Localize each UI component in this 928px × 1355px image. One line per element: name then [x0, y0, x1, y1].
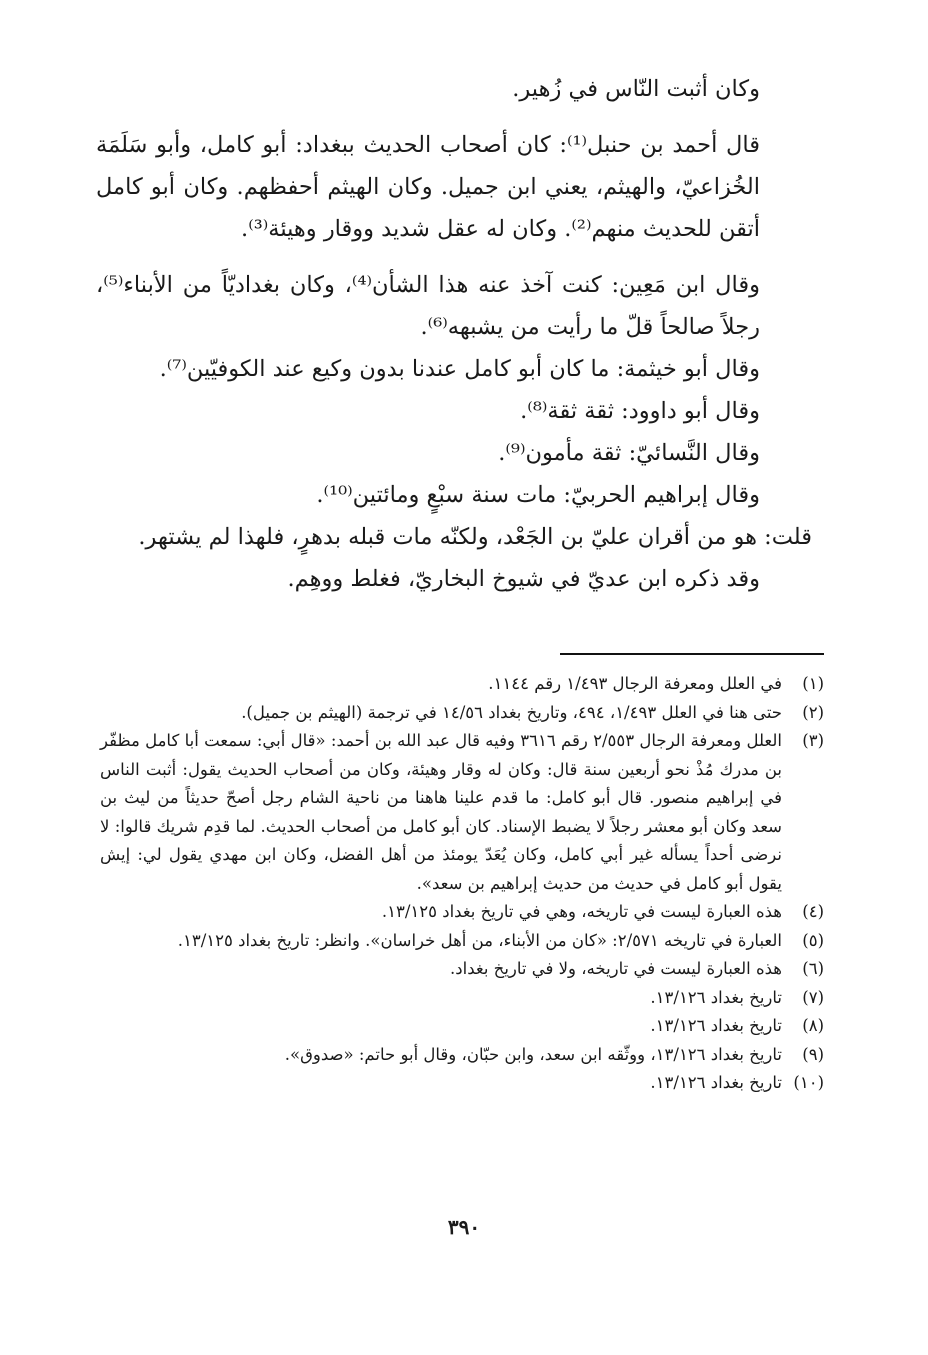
paragraph: وقال إبراهيم الحربيّ: مات سنة سبْعٍ ومائتين⁽¹⁰⁾. — [316, 482, 760, 508]
footnote-text: العلل ومعرفة الرجال ٢/٥٥٣ رقم ٣٦١٦ وفيه قال عبد الله بن أحمد: «قال أبي: سمعت أبا كامل مظفّر بن مدرك مُذْ نحو أربعين سنة قال: وكان له وقار وهيئة، وكان من أصحاب الحديث يقول: أثبت الناس في إبراهيم منصور. قال أبو كامل: ما قدم علينا هاهنا من ناحية الشام رجل أصحّ حديثاً من ليث بن سعد وكان أبو معشر رجلاً لا يضبط الإسناد. كان أبو كامل من أصحاب الحديث. لما قدِم شريك قالوا: لا نرضى أحداً يسأله غير أبي كامل، وكان يُعَدّ يومئذ من أهل الفضل، وكان ابن مهدي يقول لي: إيش يقول أبو كامل في حديث من حديث إبراهيم بن سعد». — [100, 731, 782, 893]
footnote-text: في العلل ومعرفة الرجال ١/٤٩٣ رقم ١١٤٤. — [488, 674, 782, 693]
paragraph: وقال أبو داوود: ثقة ثقة⁽⁸⁾. — [520, 398, 760, 424]
footnote-text: هذه العبارة ليست في تاريخه، ولا في تاريخ بغداد. — [450, 959, 782, 978]
footnote-text: هذه العبارة ليست في تاريخه، وهي في تاريخ بغداد ١٣/١٢٥. — [381, 902, 782, 921]
footnote-text: العبارة في تاريخه ٢/٥٧١: «كان من الأبناء، من أهل خراسان». وانظر: تاريخ بغداد ١٣/١٢٥. — [177, 930, 782, 950]
footnote — [100, 927, 824, 956]
footnote-text: تاريخ بغداد ١٣/١٢٦، ووثّقه ابن سعد، وابن حبّان، وقال أبو حاتم: «صدوق». — [284, 1044, 782, 1064]
paragraph: وقال النَّسائيّ: ثقة مأمون⁽⁹⁾. — [498, 440, 760, 466]
paragraph: قال أحمد بن حنبل⁽¹⁾: كان أصحاب الحديث ببغداد: أبو كامل، وأبو سَلَمَة الخُزاعيّ، والهيثم، يعني ابن جميل. وكان الهيثم أحفظهم. وكان أبو كامل أتقن للحديث منهم⁽²⁾. وكان له عقل شديد ووقار وهيئة⁽³⁾. — [96, 132, 760, 242]
footnote-text: تاريخ بغداد ١٣/١٢٦. — [650, 987, 782, 1007]
footnote-number: (٥) — [802, 930, 824, 950]
footnote — [100, 1012, 824, 1041]
footnote — [100, 727, 824, 898]
paragraph: وقد ذكره ابن عديّ في شيوخ البخاريّ، فغلط ووهِم. — [287, 566, 760, 592]
paragraph: وقال أبو خيثمة: ما كان أبو كامل عندنا بدون وكيع عند الكوفيّين⁽⁷⁾. — [159, 356, 760, 382]
footnote — [100, 984, 824, 1013]
footnote — [100, 1041, 824, 1070]
page-number: ٣٩٠ — [447, 1215, 481, 1239]
main-text — [96, 68, 812, 600]
footnote-number: (٢) — [802, 702, 824, 722]
footnote-number: (٤) — [802, 902, 824, 921]
footnote-number: (٩) — [802, 1044, 824, 1064]
footnote-text: تاريخ بغداد ١٣/١٢٦. — [650, 1016, 782, 1035]
footnote-number: (٦) — [802, 959, 824, 978]
footnote-number: (١) — [802, 674, 824, 693]
footnote — [100, 955, 824, 984]
footnotes — [100, 670, 824, 1098]
footnote-number: (٧) — [802, 987, 824, 1007]
footnote — [100, 670, 824, 699]
footnote-text: تاريخ بغداد ١٣/١٢٦. — [650, 1073, 782, 1092]
footnote-number: (١٠) — [793, 1073, 824, 1092]
footnote — [100, 1069, 824, 1098]
paragraph: قلت: هو من أقران عليّ بن الجَعْد، ولكنّه مات قبله بدهرٍ، فلهذا لم يشتهر. — [138, 524, 812, 550]
footnote-text: حتى هنا في العلل ١/٤٩٣، ٤٩٤، وتاريخ بغداد ١٤/٥٦ في ترجمة (الهيثم بن جميل). — [241, 702, 782, 722]
paragraph: وكان أثبت النّاس في زُهير. — [512, 76, 760, 102]
footnote — [100, 898, 824, 927]
footnote-divider — [560, 653, 824, 655]
footnote-number: (٣) — [802, 731, 824, 750]
footnote-number: (٨) — [802, 1016, 824, 1035]
paragraph: وقال ابن مَعِين: كنت آخذ عنه هذا الشأن⁽⁴⁾، وكان بغداديّاً من الأبناء⁽⁵⁾، رجلاً صالحاً قلّ ما رأيت من يشبهه⁽⁶⁾. — [96, 272, 760, 340]
footnote — [100, 699, 824, 728]
